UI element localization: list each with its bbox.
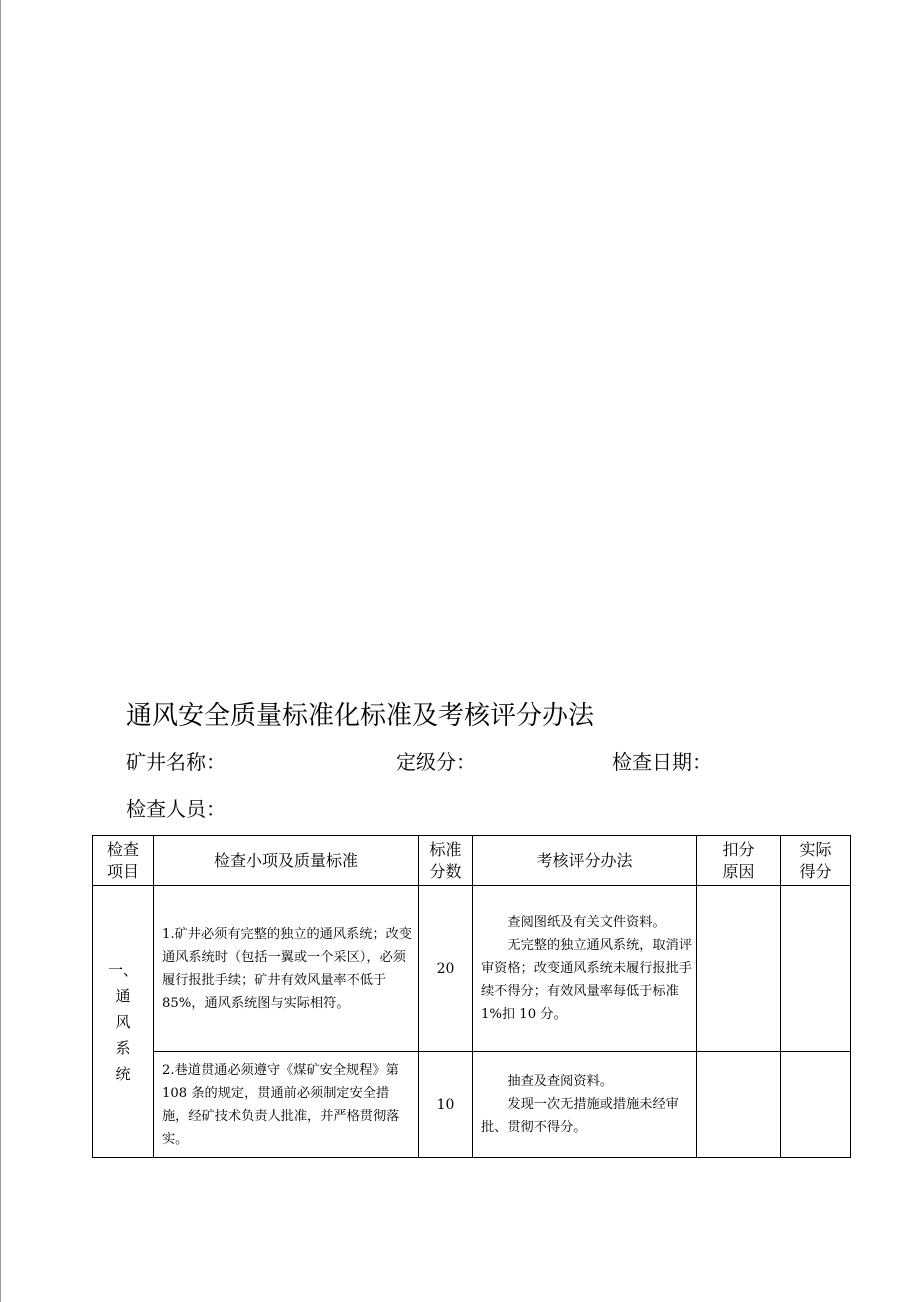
table-header-row: [93, 836, 851, 886]
deduct-reason-cell: [697, 1052, 781, 1158]
mine-name-label: 矿井名称：: [126, 750, 226, 774]
standard-score: 10: [419, 1052, 473, 1158]
table-row: [93, 1052, 851, 1158]
grade-label: 定级分：: [396, 750, 476, 774]
document-title: 通风安全质量标准化标准及考核评分办法: [126, 701, 595, 731]
actual-score-cell: [781, 886, 851, 1052]
inspector-label: 检查人员：: [126, 797, 226, 821]
table-row: [93, 886, 851, 1052]
header-item: 检查小项及质量标准: [154, 836, 419, 886]
standard-score: 20: [419, 886, 473, 1052]
inspection-date-label: 检查日期：: [612, 750, 712, 774]
standards-table: [92, 835, 851, 1158]
header-score: 标准 分数: [419, 836, 473, 886]
header-actual-score: 实际 得分: [781, 836, 851, 886]
page-edge: [0, 0, 1, 1302]
scoring-method: 抽查及查阅资料。 发现一次无措施或措施未经审批、贯彻不得分。: [473, 1052, 697, 1158]
scoring-method: 查阅图纸及有关文件资料。 无完整的独立通风系统，取消评审资格；改变通风系统未履行报批手续不得分；有效风量率每低于标准 1%扣 10 分。: [473, 886, 697, 1052]
header-category: 检查 项目: [93, 836, 154, 886]
item-standard: 2.巷道贯通必须遵守《煤矿安全规程》第 108 条的规定，贯通前必须制定安全措施，经矿技术负责人批准，并严格贯彻落实。: [154, 1052, 419, 1158]
header-method: 考核评分办法: [473, 836, 697, 886]
header-deduct-reason: 扣分 原因: [697, 836, 781, 886]
actual-score-cell: [781, 1052, 851, 1158]
deduct-reason-cell: [697, 886, 781, 1052]
item-standard: 1.矿井必须有完整的独立的通风系统；改变通风系统时（包括一翼或一个采区），必须履行报批手续；矿井有效风量率不低于 85%，通风系统图与实际相符。: [154, 886, 419, 1052]
category-cell: 一、 通 风 系 统: [93, 886, 154, 1158]
